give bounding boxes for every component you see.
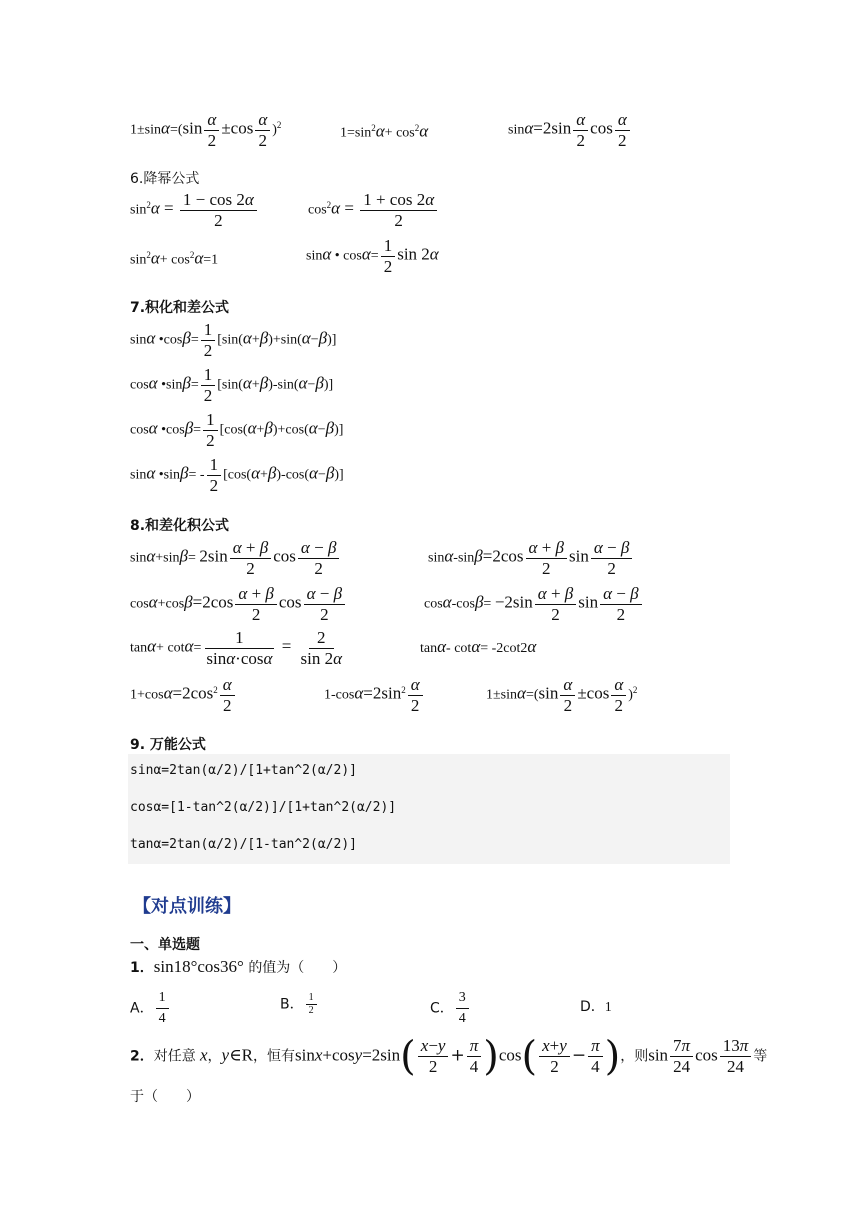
formula-1pm-sin-2: 1±sinα=(sin $\frac{\alpha}{2}$ ±cos $\frac{\alpha}{2}$ )$^2$: [486, 675, 638, 715]
question-1-stem: 的值为（ ）: [248, 960, 347, 976]
universal-formula-tan: tanα=2tan(α/2)/[1-tan^2(α/2)]: [130, 837, 357, 852]
formula-pythagorean-2: $\sin^2\alpha+ \cos^2\alpha=1$: [130, 248, 219, 268]
formula-tan-plus-cot: tanα+ cotα= $\frac{1}{\sin\alpha\cdot\cos\alpha}$ = $\frac{2}{\sin 2\alpha}$: [130, 628, 343, 668]
question-1-option-b[interactable]: B． $\frac{1}{2}$: [280, 992, 319, 1017]
formula-sin-square-reduce: $\sin^2\alpha$ = $\frac{1 - \cos 2\alpha}{2}$: [130, 190, 259, 231]
question-1: [130, 958, 346, 977]
formula-sin-cos-product: sinα • cosα= $\frac{1}{2}$ sin 2α: [306, 236, 439, 276]
formula-1-minus-cos: $1-\cos\alpha=2\sin^2$ $\frac{\alpha}{2}$: [324, 675, 425, 716]
section-6-title: 6.降幂公式: [130, 171, 200, 187]
formula-cos-sin-to-sum: cosα •sinβ= $\frac{1}{2}$ [sin(α+β)-sin(α−β)]: [130, 365, 334, 405]
question-1-option-d[interactable]: D．1: [580, 999, 612, 1015]
universal-formula-cos: cosα=[1-tan^2(α/2)]/[1+tan^2(α/2)]: [130, 800, 397, 815]
formula-sin-minus-sin: sinα-sinβ=2cos $\frac{\alpha + \beta}{2}$ sin $\frac{\alpha - \beta}{2}$: [428, 538, 634, 579]
question-2-continuation: 于（ ）: [130, 1089, 200, 1105]
formula-cos-plus-cos: cosα+cosβ=2cos $\frac{\alpha + \beta}{2}$ cos $\frac{\alpha - \beta}{2}$: [130, 584, 347, 625]
formula-tan-minus-cot: tanα- cotα= -2cot2α: [420, 637, 537, 656]
practice-title: 【对点训练】: [133, 896, 241, 917]
question-1-number: 1．: [130, 960, 154, 976]
formula-sin-sin-to-sum: sinα •sinβ= - $\frac{1}{2}$ [cos(α+β)-cos(α−β)]: [130, 455, 344, 495]
formula-double-sin: sinα=2sin $\frac{\alpha}{2}$ cos $\frac{\alpha}{2}$: [508, 110, 632, 151]
question-1-expression: sin18°cos36°: [153, 957, 244, 976]
question-2: 2．对任意 x，y∈R，恒有sinx+cosy=2sin( $\frac{x-y}{2}$ + $\frac{\pi}{4}$ )cos( $\frac{x+y}{2}$ − $\frac{\pi}{4}$ )，则sin $\frac{7\pi}{24}$ cos $\frac{13\pi}{24}$ 等: [130, 1033, 768, 1080]
single-choice-section: 一、单选题: [130, 937, 200, 953]
universal-formula-sin: sinα=2tan(α/2)/[1+tan^2(α/2)]: [130, 763, 357, 778]
formula-1-plus-cos: $1+\cos\alpha=2\cos^2$ $\frac{\alpha}{2}$: [130, 675, 237, 716]
formula-sin-cos-to-sum: sinα •cosβ= $\frac{1}{2}$ [sin(α+β)+sin(α−β)]: [130, 320, 337, 360]
question-1-option-a[interactable]: A． $\frac{1}{4}$: [130, 988, 171, 1029]
formula-sin-plus-sin: sinα+sinβ= 2sin $\frac{\alpha + \beta}{2}$ cos $\frac{\alpha - \beta}{2}$: [130, 538, 341, 579]
section-8-title: 8.和差化积公式: [130, 518, 230, 534]
section-9-title: 9. 万能公式: [130, 737, 206, 753]
formula-cos-cos-to-sum: cosα •cosβ= $\frac{1}{2}$ [cos(α+β)+cos(α−β)]: [130, 410, 344, 450]
formula-1pm-sin: 1±sinα=(sin $\frac{\alpha}{2}$ ±cos $\frac{\alpha}{2}$ )$^2$: [130, 110, 282, 150]
formula-cos-minus-cos: cosα-cosβ= −2sin $\frac{\alpha + \beta}{2}$ sin $\frac{\alpha - \beta}{2}$: [424, 584, 644, 625]
formula-pythagorean: $1=\sin^2\alpha+ \cos^2\alpha$: [340, 121, 429, 141]
formula-cos-square-reduce: $\cos^2\alpha$ = $\frac{1 + \cos 2\alpha}{2}$: [308, 190, 439, 231]
question-1-option-c[interactable]: C． $\frac{3}{4}$: [430, 988, 471, 1029]
section-7-title: 7.积化和差公式: [130, 300, 230, 316]
